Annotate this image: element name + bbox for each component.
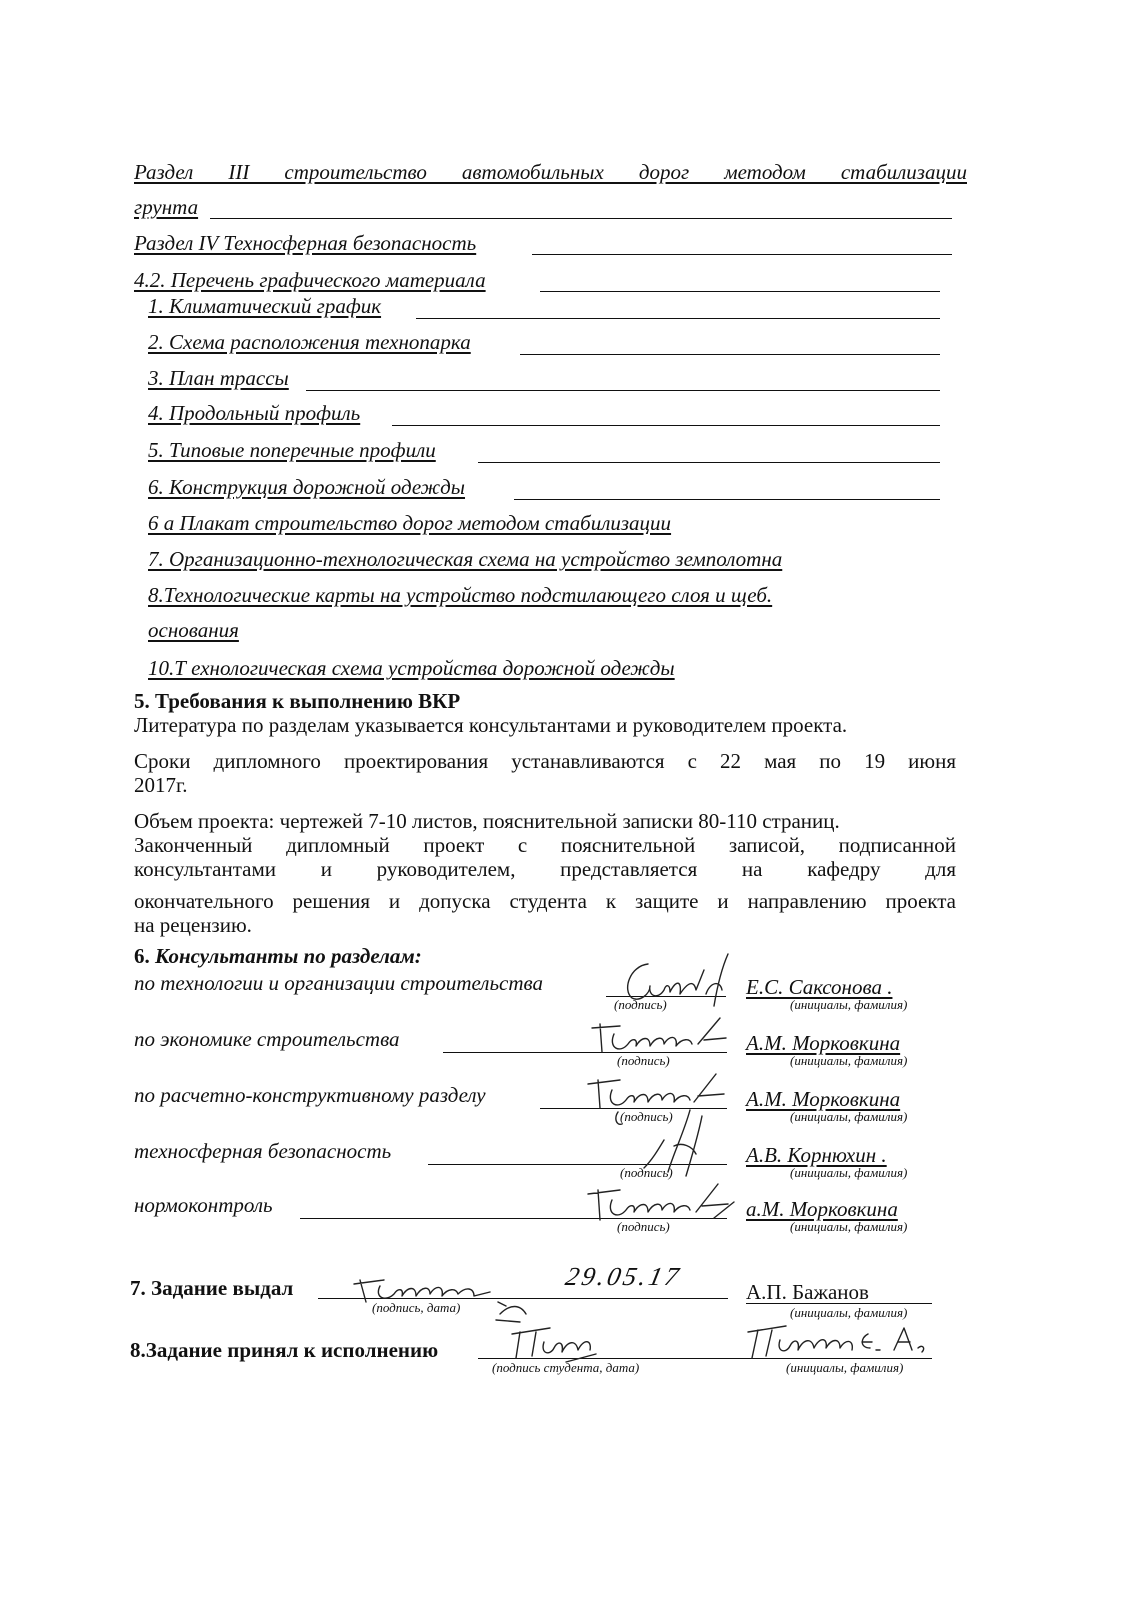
consultant-name: а.М. Морковкина [746,1197,898,1221]
handwritten-signature [610,950,740,1012]
requirements-heading: 5. Требования к выполнению ВКР [134,689,461,713]
requirements-p1: Литература по разделам указывается консультантами и руководителем проекта. [134,713,848,737]
requirements-p3: Объем проекта: чертежей 7-10 листов, пояснительной записки 80-110 страниц. [134,809,840,833]
name-line [746,1303,932,1304]
consultant-label: техносферная безопасность [134,1139,392,1163]
graphics-heading: 4.2. Перечень графического материала [134,268,486,292]
requirements-p4d: на рецензию. [134,913,252,937]
signature-caption: (подпись) [614,997,667,1012]
name-caption: (инициалы, фамилия) [790,1219,908,1234]
fill-line [520,354,940,355]
graphics-item: 6. Конструкция дорожной одежды [148,475,466,499]
name-caption: (инициалы, фамилия) [790,1305,908,1320]
graphics-item: 1. Климатический график [148,294,382,318]
signature-caption: (подпись, дата) [372,1300,461,1315]
fill-line [210,218,952,219]
graphics-item: 7. Организационно-технологическая схема на устройство земполотна [148,547,783,571]
requirements-p4a: Законченный дипломный проект с пояснительной записой, подписанной [134,833,956,857]
signature-caption: (подпись студента, дата) [492,1360,640,1375]
consultant-name: А.В. Корнюхин . [746,1143,887,1167]
graphics-item: основания [148,618,239,642]
signature-caption: (подпись) [620,1165,673,1180]
name-caption: (инициалы, фамилия) [790,1109,908,1124]
fill-line [478,462,940,463]
handwritten-signature [350,1262,560,1324]
graphics-item: 2. Схема расположения технопарка [148,330,471,354]
fill-line [540,291,940,292]
handwritten-signature [630,1106,720,1178]
handwritten-signature [506,1322,606,1370]
name-caption: (инициалы, фамилия) [790,997,908,1012]
consultants-heading: 6. Консультанты по разделам: [134,944,422,968]
section-3-line: Раздел III строительство автомобильных дорог методом стабилизации [134,160,967,184]
accepted-label: 8.Задание принял к исполнению [130,1338,439,1362]
fill-line [306,390,940,391]
consultant-label: нормоконтроль [134,1193,273,1217]
name-caption: (инициалы, фамилия) [790,1053,908,1068]
graphics-item: 10.Т ехнологическая схема устройства дорожной одежды [148,656,675,680]
graphics-item: 6 а Плакат строительство дорог методом стабилизации [148,511,672,535]
requirements-p4c: окончательного решения и допуска студента к защите и направлению проекта [134,889,956,913]
handwritten-signature [580,1014,730,1064]
consultant-label: по экономике строительства [134,1027,400,1051]
fill-line [416,318,940,319]
requirements-p2b: 2017г. [134,773,188,797]
signature-caption: (подпись) [620,1109,673,1124]
graphics-item: 4. Продольный профиль [148,401,361,425]
graphics-item: 8.Технологические карты на устройство подстилающего слоя и щеб. [148,583,773,607]
graphics-item: 5. Типовые поперечные профили [148,438,436,462]
name-caption: (инициалы, фамилия) [786,1360,904,1375]
graphics-item: 3. План трассы [148,366,289,390]
student-handwritten-name [744,1320,934,1372]
signature-caption: (подпись) [617,1219,670,1234]
consultant-label: по расчетно-конструктивному разделу [134,1083,486,1107]
issued-name: А.П. Бажанов [746,1280,869,1304]
consultant-name: А.М. Морковкина [746,1087,901,1111]
section-3-continuation: грунта [134,195,199,219]
fill-line [514,499,940,500]
issued-label: 7. Задание выдал [130,1276,294,1300]
fill-line [532,254,952,255]
requirements-p4b: консультантами и руководителем, представляется на кафедру для [134,857,956,881]
requirements-p2a: Сроки дипломного проектирования устанавливаются с 22 мая по 19 июня [134,749,956,773]
signature-caption: (подпись) [617,1053,670,1068]
consultant-name: Е.С. Саксонова . [746,975,893,999]
name-caption: (инициалы, фамилия) [790,1165,908,1180]
section-4-line: Раздел IV Техносферная безопасность [134,231,477,255]
handwritten-signature [578,1178,738,1236]
handwritten-date: 29.05.17 [563,1262,685,1291]
fill-line [392,425,940,426]
consultant-name: А.М. Морковкина [746,1031,901,1055]
consultant-label: по технологии и организации строительства [134,971,543,995]
